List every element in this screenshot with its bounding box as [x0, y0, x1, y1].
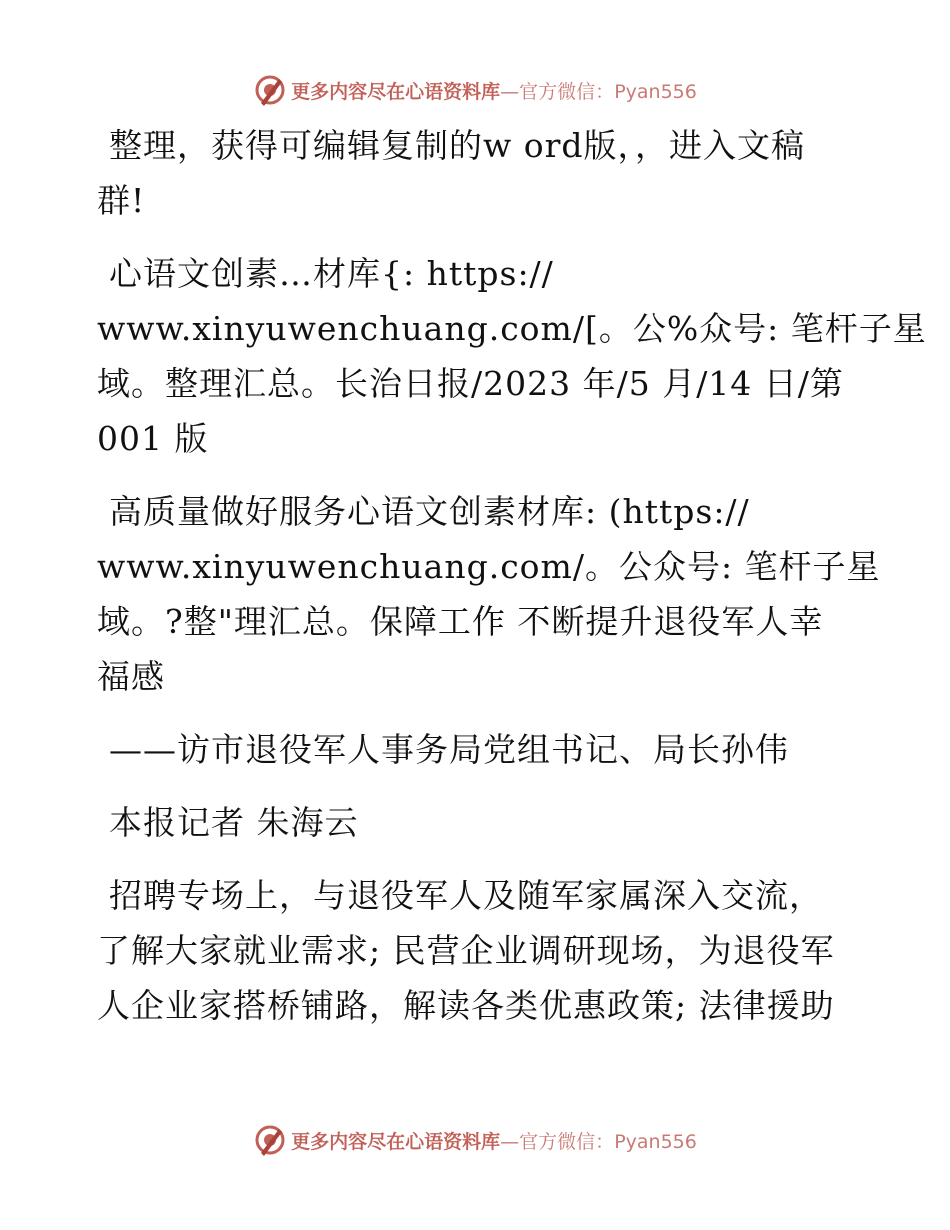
paragraph-line: 整理，获得可编辑复制的w ord版，，进入文稿 [109, 126, 806, 165]
paragraph-line: 域。整理汇总。长治日报/2023 年/5 月/14 日/第 [97, 364, 844, 403]
paragraph-line: 人企业家搭桥铺路，解读各类优惠政策; 法律援助 [97, 986, 835, 1025]
paragraph [97, 868, 857, 1033]
document-body [97, 118, 927, 1051]
paragraph-line: www.xinyuwenchuang.com/[。公%众号: 笔杆子星 [97, 309, 927, 348]
watermark-text: 更多内容尽在心语资料库—官方微信：Pyan556 [291, 1130, 697, 1153]
paragraph-line: ——访市退役军人事务局党组书记、局长孙伟 [109, 730, 789, 769]
paragraph-line: 福感 [97, 657, 165, 696]
pen-logo-icon [253, 73, 287, 107]
paragraph-line: 了解大家就业需求; 民营企业调研现场，为退役军 [97, 931, 835, 970]
paragraph-line: 心语文创素…材库{: https:// [109, 254, 554, 293]
paragraph [97, 795, 857, 850]
paragraph [97, 118, 857, 228]
paragraph-line: 招聘专场上，与退役军人及随军家属深入交流， [109, 876, 823, 915]
footer-watermark [0, 1120, 950, 1160]
paragraph-line: 高质量做好服务心语文创素材库: (https:// [109, 492, 750, 531]
paragraph [97, 246, 927, 466]
paragraph [97, 484, 881, 704]
paragraph-line: 本报记者 朱海云 [109, 803, 359, 842]
paragraph-line: 域。?整"理汇总。保障工作 不断提升退役军人幸 [97, 602, 824, 641]
header-watermark [0, 70, 950, 110]
paragraph [97, 722, 857, 777]
paragraph-line: www.xinyuwenchuang.com/。公众号: 笔杆子星 [97, 547, 881, 586]
paragraph-line: 群! [97, 181, 146, 220]
watermark-text: 更多内容尽在心语资料库—官方微信：Pyan556 [291, 80, 697, 103]
paragraph-line: 001 版 [97, 419, 209, 458]
pen-logo-icon [253, 1123, 287, 1157]
